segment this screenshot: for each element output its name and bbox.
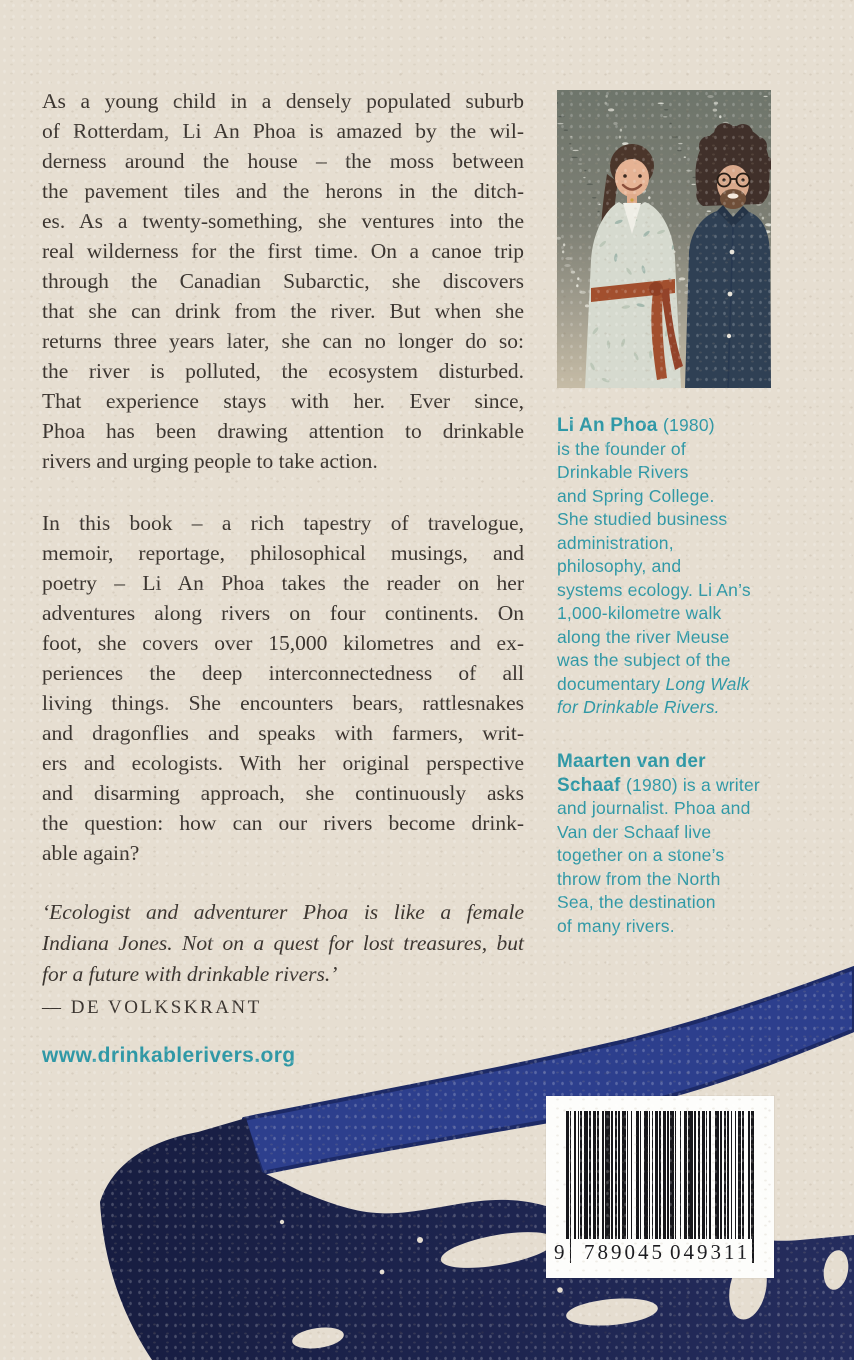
text-segment: (1980) bbox=[663, 415, 715, 435]
text-segment: (1980) is a writer bbox=[626, 774, 760, 795]
text-segment: Li An Phoa bbox=[557, 415, 663, 436]
text-line: together on a stone’s bbox=[557, 845, 725, 865]
text-line: Phoa has been drawing attention to drinkable bbox=[42, 419, 524, 443]
text-line: the pavement tiles and the herons in the ditch- bbox=[42, 179, 524, 203]
text-line: that she can drink from the river. But when she bbox=[42, 299, 524, 323]
barcode-number bbox=[546, 1239, 774, 1269]
barcode-bar bbox=[742, 1111, 743, 1239]
authors-photo bbox=[557, 90, 771, 388]
barcode-bar bbox=[636, 1111, 639, 1239]
text-segment: Long Walk bbox=[665, 673, 750, 694]
text-line: Indiana Jones. Not on a quest for lost treasures, but bbox=[42, 931, 524, 955]
barcode-bar bbox=[618, 1111, 621, 1239]
text-segment: Schaaf bbox=[557, 774, 626, 796]
barcode-bar bbox=[731, 1111, 732, 1239]
text-line: the river is polluted, the ecosystem disturbed. bbox=[42, 359, 524, 383]
quote-attribution: — DE VOLKSKRANT bbox=[42, 997, 262, 1018]
text-segment: for Drinkable Rivers. bbox=[557, 697, 720, 717]
barcode-digit-group-2: 049311 bbox=[670, 1240, 751, 1264]
barcode-bar bbox=[593, 1111, 596, 1239]
barcode-bar bbox=[631, 1111, 632, 1239]
text-line: was the subject of the bbox=[557, 650, 731, 670]
text-line: memoir, reportage, philosophical musings, and bbox=[42, 541, 524, 565]
barcode-bar bbox=[738, 1111, 741, 1239]
text-line: In this book – a rich tapestry of travelogue, bbox=[42, 511, 524, 535]
bio-li-an-phoa bbox=[557, 414, 803, 720]
barcode-bar bbox=[627, 1111, 628, 1239]
barcode-bar bbox=[574, 1111, 577, 1239]
text-line: the question: how can our rivers become drink- bbox=[42, 811, 524, 835]
text-segment: documentary bbox=[557, 673, 666, 694]
barcode-bar bbox=[615, 1111, 616, 1239]
barcode-digit-group-1: 789045 bbox=[584, 1240, 665, 1264]
barcode-bar bbox=[675, 1111, 676, 1239]
text-line: and journalist. Phoa and bbox=[557, 798, 751, 818]
text-line: foot, she covers over 15,000 kilometres and ex- bbox=[42, 631, 524, 655]
text-line: Sea, the destination bbox=[557, 892, 716, 912]
barcode-bar bbox=[727, 1111, 730, 1239]
text-line: and Spring College. bbox=[557, 485, 715, 506]
text-line: and disarming approach, she continuously asks bbox=[42, 781, 524, 805]
text-line: As a young child in a densely populated suburb bbox=[42, 89, 524, 113]
barcode-bar bbox=[720, 1111, 721, 1239]
text-line: periences the deep interconnectedness of all bbox=[42, 661, 524, 685]
barcode-bar bbox=[684, 1111, 687, 1239]
barcode-bar bbox=[649, 1111, 650, 1239]
text-line: derness around the house – the moss between bbox=[42, 149, 524, 173]
barcode-bar bbox=[640, 1111, 641, 1239]
barcode-bar bbox=[622, 1111, 626, 1239]
text-line bbox=[557, 696, 803, 720]
barcode-bar bbox=[652, 1111, 653, 1239]
isbn-barcode bbox=[546, 1096, 774, 1278]
text-line: and dragonflies and speaks with farmers, writ- bbox=[42, 721, 524, 745]
text-line bbox=[557, 750, 803, 774]
text-line: poetry – Li An Phoa takes the reader on her bbox=[42, 571, 524, 595]
text-line: throw from the North bbox=[557, 868, 721, 889]
text-line: Van der Schaaf live bbox=[557, 821, 712, 842]
text-line: for a future with drinkable rivers.’ bbox=[42, 962, 338, 986]
text-line: 1,000-kilometre walk bbox=[557, 603, 722, 623]
blurb-paragraph-2 bbox=[42, 508, 524, 868]
text-line bbox=[557, 673, 803, 697]
text-line: philosophy, and bbox=[557, 556, 682, 576]
text-line: administration, bbox=[557, 532, 674, 553]
barcode-bar bbox=[597, 1111, 598, 1239]
website-url: www.drinkablerivers.org bbox=[42, 1044, 296, 1067]
text-line: She studied business bbox=[557, 509, 728, 529]
text-line: of many rivers. bbox=[557, 915, 675, 936]
text-line: able again? bbox=[42, 841, 140, 865]
text-line: rivers and urging people to take action. bbox=[42, 449, 378, 473]
barcode-bar bbox=[611, 1111, 612, 1239]
barcode-bar bbox=[663, 1111, 666, 1239]
text-line: real wilderness for the first time. On a canoe trip bbox=[42, 239, 524, 263]
barcode-bar bbox=[578, 1111, 579, 1239]
text-line: living things. She encounters bears, rattlesnakes bbox=[42, 691, 524, 715]
text-line: ers and ecologists. With her original perspective bbox=[42, 751, 524, 775]
barcode-bar bbox=[589, 1111, 590, 1239]
barcode-bar bbox=[706, 1111, 707, 1239]
text-line: Drinkable Rivers bbox=[557, 462, 689, 482]
text-line: of Rotterdam, Li An Phoa is amazed by the wil- bbox=[42, 119, 524, 143]
text-line: along the river Meuse bbox=[557, 626, 730, 647]
text-line: systems ecology. Li An’s bbox=[557, 579, 751, 600]
barcode-bar bbox=[580, 1111, 581, 1239]
barcode-bar bbox=[715, 1111, 719, 1239]
text-line: is the founder of bbox=[557, 438, 686, 459]
barcode-bar bbox=[688, 1111, 693, 1239]
barcode-bar bbox=[709, 1111, 712, 1239]
barcode-bar bbox=[584, 1111, 588, 1239]
barcode-bar bbox=[735, 1111, 736, 1239]
text-line bbox=[557, 774, 803, 798]
text-line: es. As a twenty-something, she ventures into the bbox=[42, 209, 524, 233]
text-line bbox=[557, 414, 803, 438]
barcode-bar bbox=[724, 1111, 725, 1239]
bio-maarten-van-der-schaaf bbox=[557, 750, 803, 938]
barcode-bar bbox=[694, 1111, 695, 1239]
text-segment: Maarten van der bbox=[557, 751, 706, 772]
text-line: That experience stays with her. Ever since, bbox=[42, 389, 524, 413]
text-line: through the Canadian Subarctic, she discovers bbox=[42, 269, 524, 293]
barcode-bar bbox=[667, 1111, 668, 1239]
barcode-bar bbox=[670, 1111, 674, 1239]
barcode-bar bbox=[702, 1111, 705, 1239]
barcode-bar bbox=[680, 1111, 681, 1239]
blurb-paragraph-1 bbox=[42, 86, 524, 476]
text-line: adventures along rivers on four continents. On bbox=[42, 601, 524, 625]
barcode-bar bbox=[602, 1111, 603, 1239]
barcode-bar bbox=[644, 1111, 648, 1239]
barcode-digit-left: 9 bbox=[554, 1240, 568, 1264]
man-figure bbox=[685, 123, 771, 388]
barcode-bar bbox=[698, 1111, 699, 1239]
barcode-bar bbox=[605, 1111, 610, 1239]
text-line: ‘Ecologist and adventurer Phoa is like a female bbox=[42, 900, 524, 924]
text-line: returns three years later, she can no longer do so: bbox=[42, 329, 524, 353]
